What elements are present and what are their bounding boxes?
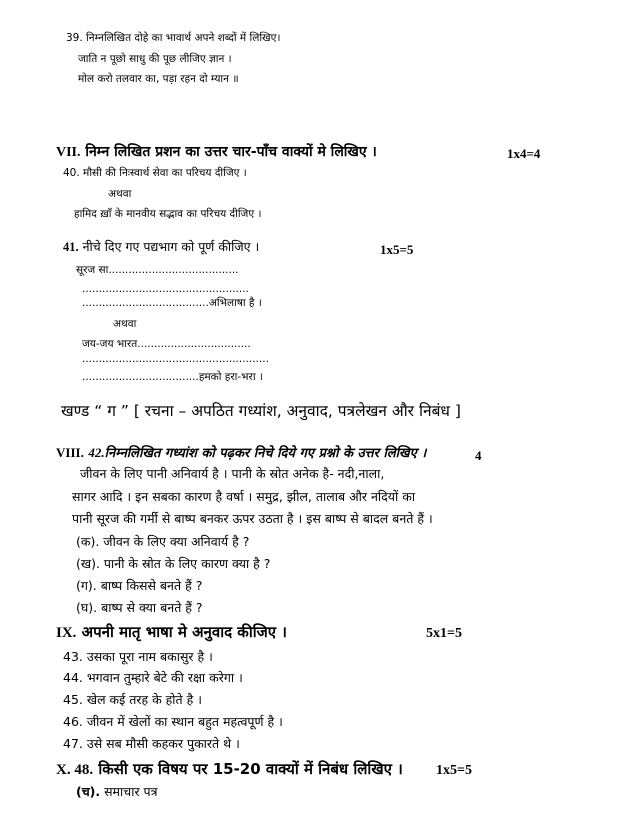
passage-line-3: पानी सूरज की गर्मी से बाष्प बनकर ऊपर उठता है । इस बाष्प से बादल बनते हैं । bbox=[72, 511, 433, 526]
q41-line-3: ......................................अभिलाषा है । bbox=[82, 297, 262, 309]
q41-line-5: ........................................................ bbox=[82, 353, 269, 365]
q41-or-label: अथवा bbox=[113, 318, 137, 330]
section-9-marks: 5x1=5 bbox=[426, 626, 462, 641]
section-8-number: VIII. bbox=[56, 445, 84, 460]
q39-prompt: 39. निम्नलिखित दोहे का भावार्थ अपने शब्दों में लिखिए। bbox=[66, 32, 281, 44]
q41-line-6: ...................................हमको हरा-भरा । bbox=[82, 371, 263, 383]
q47-text: 47. उसे सब मौसी कहकर पुकारते थे । bbox=[63, 736, 240, 751]
q42-sub-c: (ग). बाष्प किससे बनते हैं ? bbox=[76, 578, 203, 593]
q41-line-1: सूरज सा....................................... bbox=[76, 264, 239, 276]
section-10-title: किसी एक विषय पर 15-20 वाक्यों में निबंध लिखिए । bbox=[98, 760, 403, 778]
q41-marks: 1x5=5 bbox=[380, 242, 414, 257]
essay-option-a bbox=[76, 785, 158, 799]
section-c-heading: खण्ड “ ग ” [ रचना – अपठित गध्यांश, अनुवाद, पत्रलेखन और निबंध ] bbox=[61, 402, 461, 420]
q45-text: 45. खेल कई तरह के होते है । bbox=[63, 692, 202, 707]
section-7-heading bbox=[56, 144, 377, 161]
section-8-marks: 4 bbox=[475, 448, 482, 463]
section-10-heading bbox=[56, 761, 403, 779]
q41-prompt: नीचे दिए गए पद्यभाग को पूर्ण कीजिए । bbox=[82, 239, 260, 254]
q42-sub-d: (घ). बाष्प से क्या बनते हैं ? bbox=[76, 600, 203, 615]
section-9-number: IX. bbox=[56, 625, 77, 641]
q42-number: 42. bbox=[88, 445, 105, 460]
section-8-title: निम्नलिखित गध्यांश को पढ़कर निचे दिये गए प्रश्नो के उत्तर लिखिए । bbox=[104, 446, 427, 461]
q40-or-label: अथवा bbox=[108, 188, 132, 200]
essay-option-a-label: (च). bbox=[76, 784, 101, 799]
section-10-number: X. 48. bbox=[56, 762, 94, 778]
q42-sub-b: (ख). पानी के स्रोत के लिए कारण क्या है ? bbox=[76, 556, 271, 571]
q41-line-4: जय-जय भारत.................................. bbox=[82, 338, 251, 350]
q41-heading bbox=[63, 240, 259, 254]
q39-doha-line-2: मोल करो तलवार का, पड़ा रहन दो म्यान ॥ bbox=[78, 73, 239, 85]
q39-doha-line-1: जाति न पूछो साधु की पूछ लीजिए ज्ञान । bbox=[78, 53, 232, 65]
q41-number: 41. bbox=[63, 240, 79, 254]
section-7-marks: 1x4=4 bbox=[507, 146, 541, 161]
section-7-number: VII. bbox=[56, 145, 81, 160]
q43-text: 43. उसका पूरा नाम बकासुर है । bbox=[63, 649, 213, 664]
section-10-marks: 1x5=5 bbox=[436, 763, 472, 778]
essay-option-a-text: समाचार पत्र bbox=[104, 784, 158, 799]
q40-prompt: 40. मौसी की निःस्वार्थ सेवा का परिचय दीजिए । bbox=[63, 167, 247, 179]
passage-line-1: जीवन के लिए पानी अनिवार्य है । पानी के स्रोत अनेक है- नदी,नाला, bbox=[80, 466, 385, 481]
section-7-title: निम्न लिखित प्रशन का उत्तर चार-पाँच वाक्यों मे लिखिए । bbox=[85, 144, 377, 160]
q44-text: 44. भगवान तुम्हारे बेटे की रक्षा करेगा । bbox=[63, 670, 243, 685]
section-9-heading bbox=[56, 624, 287, 642]
q40-alternate-prompt: हामिद ख़ाँ के मानवीय सद्भाव का परिचय दीजिए । bbox=[74, 208, 262, 220]
q46-text: 46. जीवन में खेलों का स्थान बहुत महत्वपूर्ण है । bbox=[63, 714, 283, 729]
q41-line-2: .................................................. bbox=[82, 283, 249, 295]
section-8-heading bbox=[56, 446, 426, 462]
section-9-title: अपनी मातृ भाषा मे अनुवाद कीजिए । bbox=[81, 623, 287, 641]
passage-line-2: सागर आदि । इन सबका कारण है वर्षा । समुद्र, झील, तालाब और नदियों का bbox=[72, 489, 416, 504]
q42-sub-a: (क). जीवन के लिए क्या अनिवार्य है ? bbox=[76, 534, 250, 549]
